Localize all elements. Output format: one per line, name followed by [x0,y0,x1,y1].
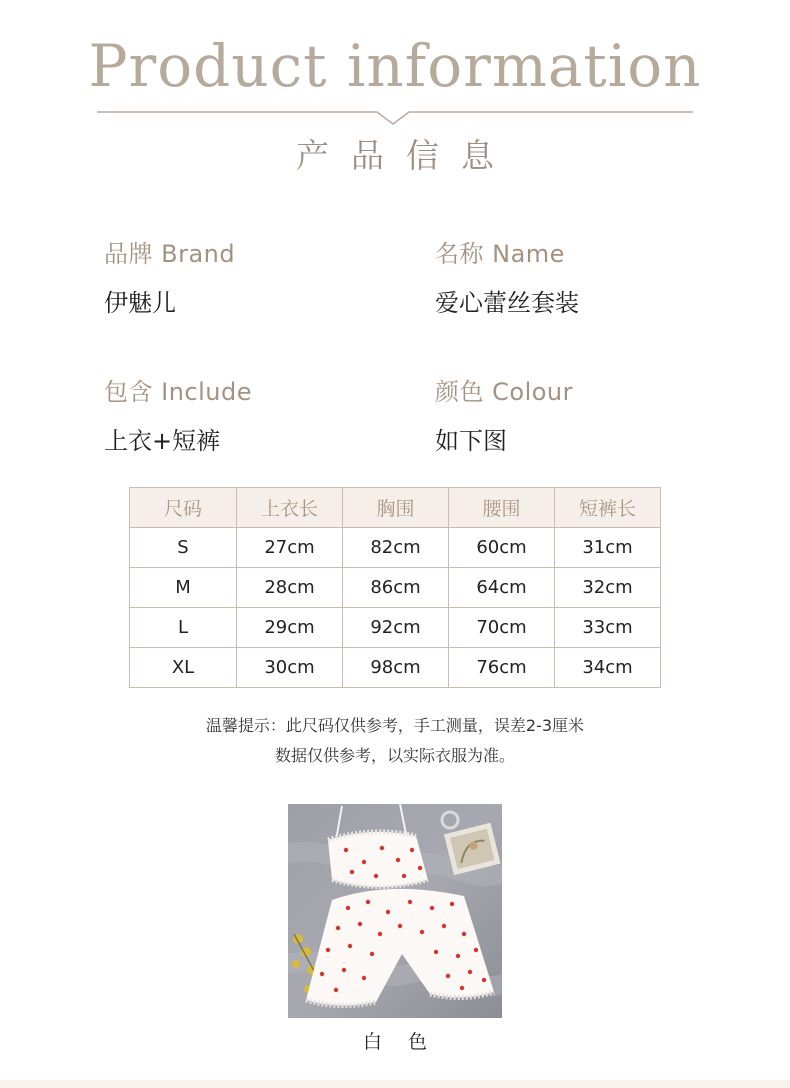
table-row [130,648,661,688]
table-cell: 29cm [237,608,343,648]
table-cell: 28cm [237,568,343,608]
table-cell: 98cm [343,648,449,688]
column-header-size: 尺码 [130,488,237,528]
brand-value: 伊魅儿 [104,289,176,317]
size-table-header-row [130,488,661,528]
name-label: 名称 Name [435,240,565,268]
product-image [288,804,502,1018]
table-row [130,568,661,608]
table-cell: L [130,608,237,648]
bottom-strip [0,1080,790,1088]
size-table [129,487,661,688]
table-row [130,608,661,648]
table-cell: 86cm [343,568,449,608]
page-title-cn: 产品信息 [296,136,516,175]
column-header-shorts-length: 短裤长 [555,488,661,528]
table-cell: 92cm [343,608,449,648]
table-cell: 33cm [555,608,661,648]
table-cell: M [130,568,237,608]
table-cell: 31cm [555,528,661,568]
page-title-en: Product information [88,32,702,100]
colour-value: 如下图 [435,427,507,455]
table-cell: 34cm [555,648,661,688]
product-image-caption: 白 色 [362,1031,438,1053]
table-cell: 32cm [555,568,661,608]
table-row [130,528,661,568]
column-header-bust: 胸围 [343,488,449,528]
table-cell: 27cm [237,528,343,568]
title-divider [97,104,693,128]
table-cell: XL [130,648,237,688]
brand-label: 品牌 Brand [104,240,236,268]
table-cell: 70cm [449,608,555,648]
include-label: 包含 Include [104,378,252,406]
column-header-waist: 腰围 [449,488,555,528]
table-cell: 60cm [449,528,555,568]
table-cell: 30cm [237,648,343,688]
colour-label: 颜色 Colour [435,378,573,406]
tip-line-1: 温馨提示：此尺码仅供参考，手工测量，误差2-3厘米 [205,716,585,735]
table-cell: 76cm [449,648,555,688]
tip-line-2: 数据仅供参考，以实际衣服为准。 [274,746,515,765]
name-value: 爱心蕾丝套装 [435,289,579,317]
include-value: 上衣+短裤 [104,427,221,455]
table-cell: S [130,528,237,568]
table-cell: 64cm [449,568,555,608]
table-cell: 82cm [343,528,449,568]
column-header-top-length: 上衣长 [237,488,343,528]
